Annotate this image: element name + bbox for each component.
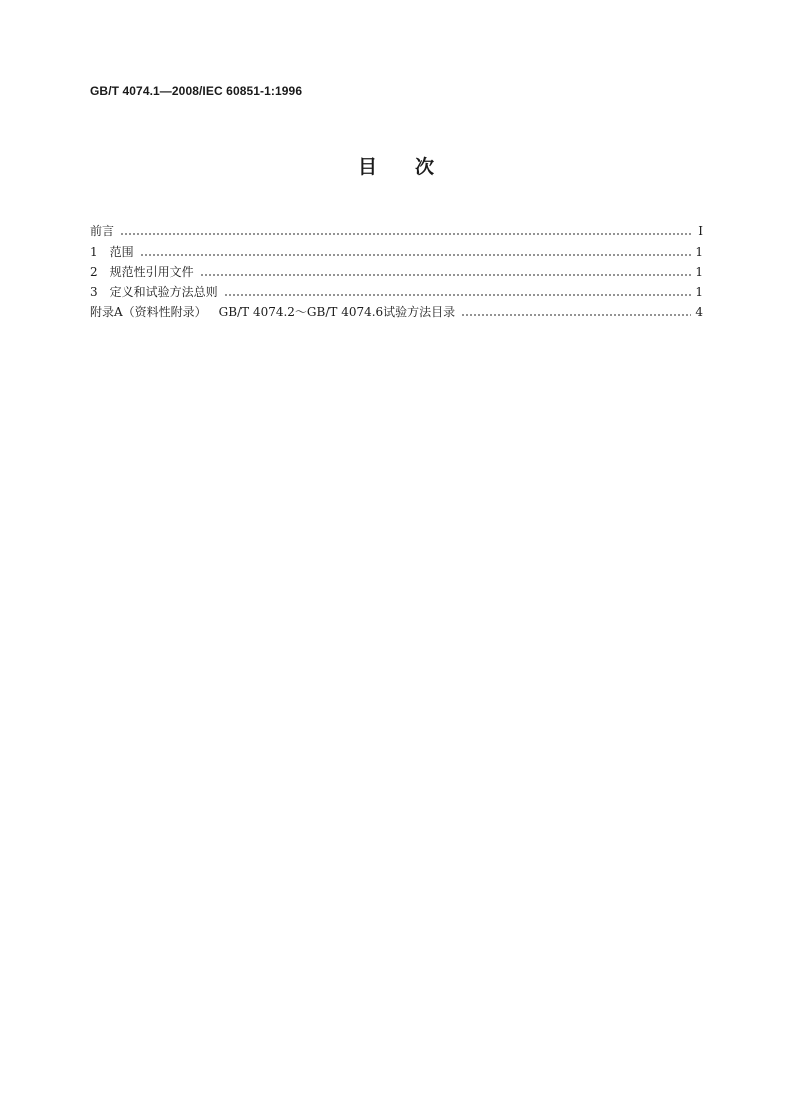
dot-leader xyxy=(200,274,692,276)
toc-entry-page: 4 xyxy=(695,305,703,320)
toc-entry-page: I xyxy=(698,224,703,239)
standard-number-header: GB/T 4074.1—2008/IEC 60851-1:1996 xyxy=(90,84,303,98)
toc-entry-page: 1 xyxy=(695,264,703,279)
dot-leader xyxy=(224,294,692,296)
toc-entry-title: 规范性引用文件 xyxy=(109,264,194,279)
toc-entry-number: 3 xyxy=(90,285,98,300)
table-of-contents xyxy=(90,219,703,320)
toc-entry-page: 1 xyxy=(695,285,703,300)
toc-entry-scope xyxy=(90,239,703,259)
dot-leader xyxy=(140,254,692,256)
toc-entry-normative-references xyxy=(90,260,703,280)
toc-entry-title: GB/T 4074.2～GB/T 4074.6试验方法目录 xyxy=(218,305,456,320)
toc-entry-title: 范围 xyxy=(109,244,134,259)
toc-entry-number: 2 xyxy=(90,264,98,279)
toc-entry-page: 1 xyxy=(695,244,703,259)
toc-entry-number: 附录A（资料性附录） xyxy=(90,305,207,320)
page-title: 目 次 xyxy=(357,156,434,178)
toc-entry-title: 前言 xyxy=(90,224,115,239)
dot-leader xyxy=(120,233,693,235)
dot-leader xyxy=(461,314,691,316)
toc-entry-number: 1 xyxy=(90,244,98,259)
toc-entry-title: 定义和试验方法总则 xyxy=(109,285,218,300)
toc-entry-foreword xyxy=(90,219,703,239)
toc-entry-annex-a xyxy=(90,300,703,320)
toc-entry-definitions xyxy=(90,280,703,300)
